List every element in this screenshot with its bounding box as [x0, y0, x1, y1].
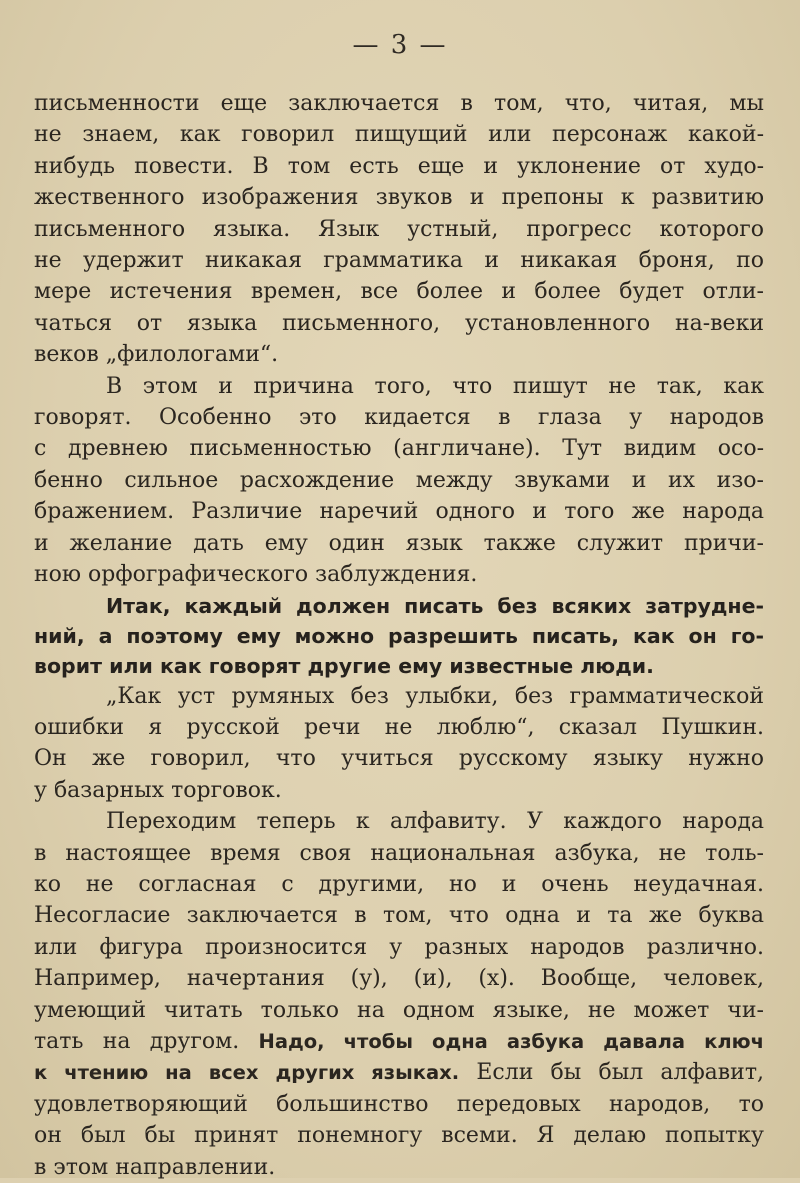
text-line: веков „филологами“.	[34, 342, 279, 368]
text-line: Он же говорил, что учиться русскому языку нужно	[34, 746, 764, 772]
text-line: удовлетворяющий большинство передовых народов, то	[34, 1091, 764, 1117]
text-line: ко не согласная с другими, но и очень неудачная.	[34, 871, 764, 897]
text-line: мере истечения времен, все более и более будет отли-	[34, 279, 764, 305]
text-line: Например, начертания (у), (и), (х). Вообще, человек,	[34, 966, 764, 992]
text-line: у базарных торговок.	[34, 777, 282, 803]
text-line: или фигура произносится у разных народов различно.	[34, 934, 764, 960]
paragraph-4	[34, 681, 764, 807]
text-line: Итак, каждый должен писать без всяких затрудне-	[106, 593, 764, 618]
text-run-bold: к чтению на всех других языках.	[34, 1061, 460, 1085]
text-line: Переходим теперь к алфавиту. У каждого народа	[106, 809, 764, 835]
page-text	[34, 88, 764, 1183]
text-line: ний, а поэтому ему можно разрешить писать, как он го-	[34, 623, 764, 648]
text-line-mixed	[34, 1057, 764, 1088]
text-line: в настоящее время своя национальная азбука, не толь-	[34, 840, 764, 866]
page-number: — 3 —	[352, 30, 448, 60]
text-line: В этом и причина того, что пишут не так, как	[106, 373, 764, 399]
text-line: не удержит никакая грамматика и никакая броня, по	[34, 248, 764, 274]
text-line: в этом направлении.	[34, 1154, 276, 1180]
text-line: письменности еще заключается в том, что, читая, мы	[34, 91, 764, 116]
text-line: умеющий читать только на одном языке, не может чи-	[34, 997, 764, 1023]
text-run: тать на другом.	[34, 1028, 259, 1054]
text-line: он был бы принят понемногу всеми. Я делаю попытку	[34, 1123, 764, 1149]
text-line: и желание дать ему один язык также служит причи-	[34, 530, 764, 556]
text-line: нибудь повести. В том есть еще и уклонение от худо-	[34, 153, 764, 179]
text-line: ворит или как говорят другие ему известные люди.	[34, 653, 654, 678]
text-line-mixed	[34, 1026, 764, 1057]
text-line: говорят. Особенно это кидается в глаза у народов	[34, 405, 764, 431]
text-line: бенно сильное расхождение между звуками и их изо-	[34, 467, 764, 493]
paragraph-2	[34, 371, 764, 591]
text-run: Если бы был алфавит,	[459, 1060, 765, 1086]
text-line: бражением. Различие наречий одного и того же народа	[34, 499, 764, 525]
paragraph-5	[34, 806, 764, 1183]
text-line: с древнею письменностью (англичане). Тут видим осо-	[34, 436, 764, 462]
text-line: не знаем, как говорил пищущий или персонаж какой-	[34, 122, 764, 148]
text-line: жественного изображения звуков и препоны к развитию	[34, 185, 764, 211]
text-line: „Как уст румяных без улыбки, без грамматической	[106, 683, 764, 709]
text-line: чаться от языка письменного, установленного на-веки	[34, 310, 764, 336]
text-line: Несогласие заключается в том, что одна и та же буква	[34, 903, 764, 929]
text-line: ошибки я русской речи не люблю“, сказал Пушкин.	[34, 714, 764, 740]
paragraph-1	[34, 88, 764, 371]
text-line: письменного языка. Язык устный, прогресс которого	[34, 216, 764, 242]
text-line: ною орфографического заблуждения.	[34, 562, 478, 588]
text-run-bold: Надо, чтобы одна азбука давала ключ	[258, 1029, 764, 1053]
paragraph-3-bold	[34, 591, 764, 681]
